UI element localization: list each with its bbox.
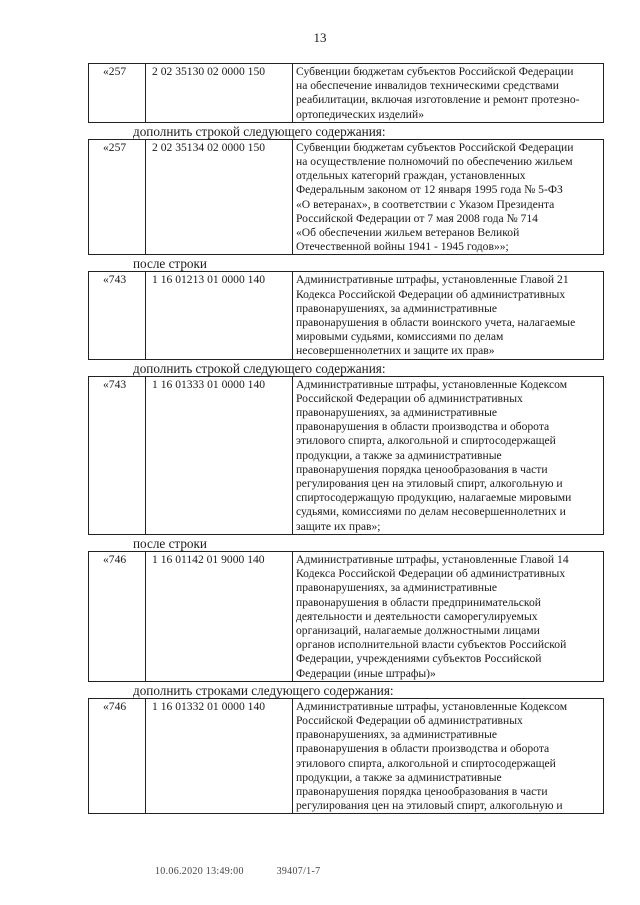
admin-code-cell: «257 [89, 64, 146, 123]
description-line: правонарушения порядка ценообразования в части [296, 462, 548, 476]
admin-code-cell: «743 [89, 376, 146, 534]
description-line: правонарушения в области воинского учета, налагаемые [296, 316, 576, 330]
description-line: на осуществление полномочий по обеспечению жильем [296, 155, 573, 169]
description-line: Административные штрафы, установленные Главой 14 [296, 552, 569, 566]
description-cell [293, 551, 604, 681]
admin-code-cell: «257 [89, 139, 146, 255]
footer [155, 866, 350, 877]
description-line: правонарушениях, за административные [296, 581, 498, 595]
amendments-body [88, 63, 604, 814]
kbk-code-cell: 2 02 35130 02 0000 150 [146, 64, 293, 123]
description-line: Федерации (иные штрафы)» [296, 666, 436, 680]
description-line: правонарушения порядка ценообразования в части [296, 784, 548, 798]
description-line: Федерации, учреждениями субъектов Российской [296, 652, 542, 666]
description-line: Федеральным законом от 12 января 1995 года № 5-ФЗ [296, 183, 563, 197]
kbk-code-cell: 1 16 01142 01 9000 140 [146, 551, 293, 681]
description-line: продукции, а также за административные [296, 770, 502, 784]
description-line: Отечественной войны 1941 - 1945 годов»»; [296, 240, 509, 254]
amendment-instruction: после строки [133, 535, 207, 551]
description-line: отдельных категорий граждан, установленных [296, 169, 526, 183]
description-line: этилового спирта, алкогольной и спиртосодержащей [296, 756, 556, 770]
footer-datetime: 10.06.2020 13:49:00 [155, 866, 244, 877]
budget-code-row [88, 551, 604, 682]
description-cell [293, 139, 604, 255]
description-cell [293, 376, 604, 534]
description-line: Кодекса Российской Федерации об административных [296, 567, 566, 581]
admin-code-cell: «746 [89, 551, 146, 681]
description-line: Административные штрафы, установленные Главой 21 [296, 273, 569, 287]
amendment-instruction: дополнить строками следующего содержания: [133, 682, 394, 698]
description-line: реабилитации, включая изготовление и ремонт протезно- [296, 93, 580, 107]
description-line: «Об обеспечении жильем ветеранов Великой [296, 226, 520, 240]
kbk-code-cell: 1 16 01213 01 0000 140 [146, 272, 293, 359]
description-line: спиртосодержащую продукцию, налагаемые мировыми [296, 491, 572, 505]
description-line: Субвенции бюджетам субъектов Российской Федерации [296, 65, 574, 78]
budget-code-row [88, 698, 604, 815]
description-line: правонарушениях, за административные [296, 406, 498, 420]
description-line: правонарушениях, за административные [296, 728, 498, 742]
budget-code-row [88, 271, 604, 359]
description-line: мировыми судьями, комиссиями по делам [296, 330, 504, 344]
kbk-code-cell: 2 02 35134 02 0000 150 [146, 139, 293, 255]
description-line: правонарушения в области производства и оборота [296, 742, 550, 756]
description-line: защите их прав»; [296, 519, 381, 533]
description-line: деятельности и деятельности саморегулируемых [296, 609, 538, 623]
footer-doc-id: 39407/1-7 [276, 866, 321, 877]
description-line: правонарушения в области предпринимательской [296, 595, 541, 609]
description-cell [293, 272, 604, 359]
kbk-code-cell: 1 16 01333 01 0000 140 [146, 376, 293, 534]
description-line: регулирования цен на этиловый спирт, алкогольную и [296, 477, 563, 491]
description-line: судьями, комиссиями по делам несовершеннолетних и [296, 505, 566, 519]
description-line: на обеспечение инвалидов техническими средствами [296, 79, 559, 93]
description-line: Российской Федерации от 7 мая 2008 года № 714 [296, 211, 538, 225]
amendment-instruction: после строки [133, 256, 207, 272]
description-line: ортопедических изделий» [296, 107, 425, 121]
description-line: Субвенции бюджетам субъектов Российской Федерации [296, 140, 574, 154]
amendment-instruction: дополнить строкой следующего содержания: [133, 123, 386, 139]
page-number: 13 [313, 30, 327, 45]
description-cell [293, 698, 604, 814]
description-line: этилового спирта, алкогольной и спиртосодержащей [296, 434, 556, 448]
description-line: Кодекса Российской Федерации об административных [296, 287, 566, 301]
description-line: регулирования цен на этиловый спирт, алкогольную и [296, 799, 563, 813]
description-line: продукции, а также за административные [296, 448, 502, 462]
description-line: Российской Федерации об административных [296, 391, 523, 405]
description-line: правонарушениях, за административные [296, 301, 498, 315]
description-line: несовершеннолетних и защите их прав» [296, 344, 495, 358]
budget-code-row [88, 139, 604, 256]
description-line: правонарушения в области производства и оборота [296, 420, 550, 434]
kbk-code-cell: 1 16 01332 01 0000 140 [146, 698, 293, 814]
description-line: «О ветеранах», в соответствии с Указом Президента [296, 197, 555, 211]
amendment-instruction: дополнить строкой следующего содержания: [133, 360, 386, 376]
description-line: Административные штрафы, установленные Кодексом [296, 377, 568, 391]
description-line: организаций, налагаемые должностными лицами [296, 623, 540, 637]
description-line: органов исполнительной власти субъектов Российской [296, 638, 567, 652]
admin-code-cell: «746 [89, 698, 146, 814]
description-line: Административные штрафы, установленные Кодексом [296, 699, 568, 713]
budget-code-row [88, 63, 604, 123]
description-cell [293, 64, 604, 123]
admin-code-cell: «743 [89, 272, 146, 359]
description-line: Российской Федерации об административных [296, 713, 523, 727]
budget-code-row [88, 376, 604, 535]
